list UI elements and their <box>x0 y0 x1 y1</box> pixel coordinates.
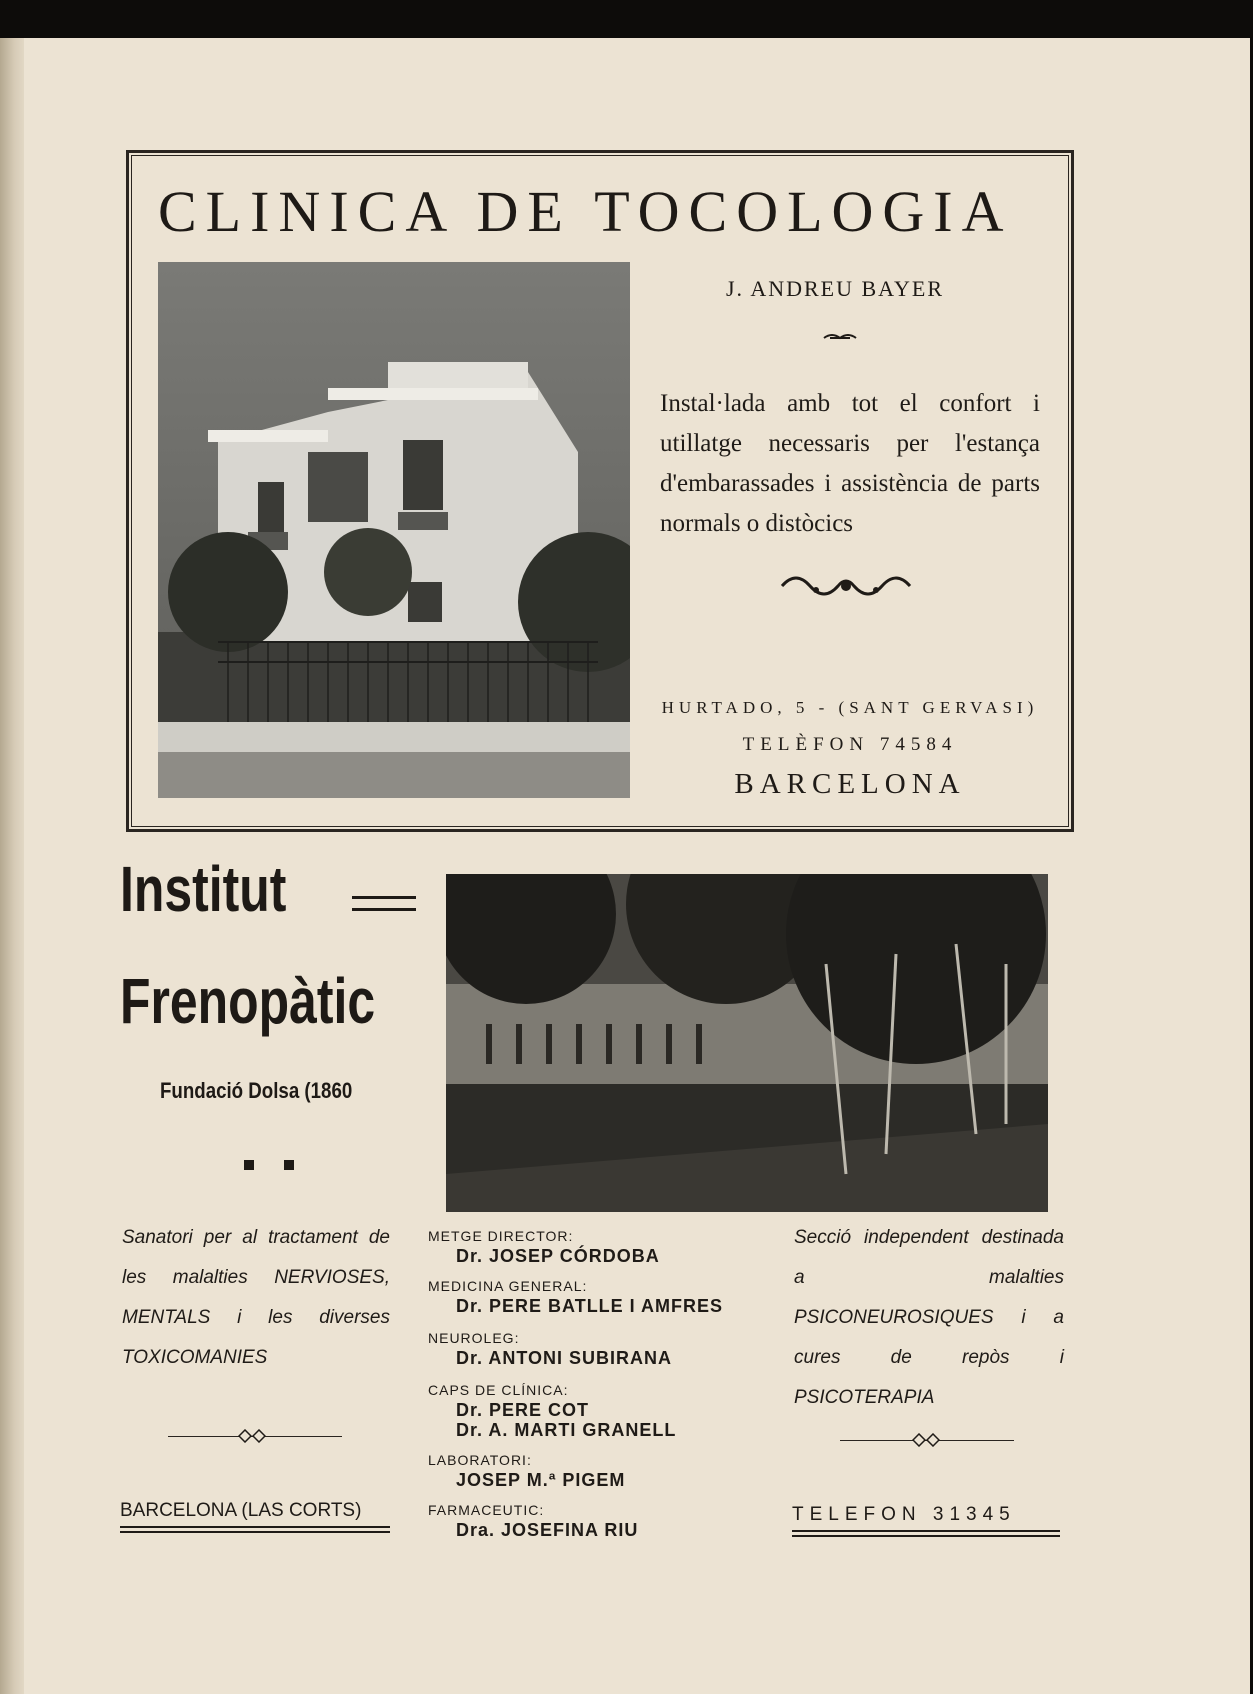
staff-name: Dr. A. MARTI GRANELL <box>456 1420 677 1440</box>
staff-role: MEDICINA GENERAL: <box>428 1278 588 1294</box>
footer-rule <box>120 1526 390 1528</box>
diamond-ornament-icon <box>238 1429 266 1443</box>
small-ornament-icon <box>820 330 860 346</box>
footer-rule <box>120 1531 390 1533</box>
staff-role: LABORATORI: <box>428 1452 532 1468</box>
clinic-owner: J. ANDREU BAYER <box>725 276 945 301</box>
staff-name: Dr. PERE COT <box>456 1400 590 1420</box>
staff-name: JOSEP M.ª PIGEM <box>456 1470 626 1490</box>
footer-rule <box>792 1530 1060 1532</box>
institut-left-text: Sanatori per al tractament de les malalties NERVIOSES, MENTALS i les diverses TOXICOMANIES <box>122 1227 390 1368</box>
institut-title-line2: Frenopàtic <box>120 965 376 1037</box>
institut-foundation: Fundació Dolsa (1860 <box>160 1078 353 1103</box>
title-rule <box>352 908 416 911</box>
clinic-title: CLINICA DE TOCOLOGIA <box>158 179 1013 244</box>
staff-role: NEUROLEG: <box>428 1330 520 1346</box>
staff-name: Dr. ANTONI SUBIRANA <box>456 1348 673 1368</box>
staff-role: CAPS DE CLÍNICA: <box>428 1382 569 1398</box>
scroll-ornament-icon <box>776 566 916 606</box>
footer-rule <box>792 1535 1060 1537</box>
institut-right-text: Secció independent destinada a malalties PSICONEUROSIQUES i a cures de repòs i PSICOTERAPIA <box>794 1227 1064 1408</box>
clinic-phone: TELÈFON 74584 <box>742 734 958 755</box>
staff-name: Dra. JOSEFINA RIU <box>456 1520 639 1540</box>
staff-name: Dr. JOSEP CÓRDOBA <box>456 1246 660 1266</box>
clinic-description: Instal·lada amb tot el confort i utillatge necessaris per l'estança d'embarassades i assistència de parts normals o distòcics <box>660 390 1040 537</box>
institut-photo <box>446 874 1048 1212</box>
clinic-city: BARCELONA <box>734 768 966 800</box>
institut-location: BARCELONA (LAS CORTS) <box>120 1500 362 1521</box>
staff-role: FARMACEUTIC: <box>428 1502 545 1518</box>
title-rule <box>352 896 416 899</box>
staff-name: Dr. PERE BATLLE I AMFRES <box>456 1296 724 1316</box>
institut-title-line1: Institut <box>120 853 287 925</box>
square-bullet-icon <box>244 1160 254 1170</box>
institut-phone: TELEFON 31345 <box>792 1504 1016 1525</box>
villa-photo <box>158 262 630 798</box>
page-edge <box>0 38 26 1694</box>
square-bullet-icon <box>284 1160 294 1170</box>
staff-role: METGE DIRECTOR: <box>428 1228 574 1244</box>
clinic-address: HURTADO, 5 - (SANT GERVASI) <box>661 698 1039 717</box>
diamond-ornament-icon <box>912 1433 940 1447</box>
